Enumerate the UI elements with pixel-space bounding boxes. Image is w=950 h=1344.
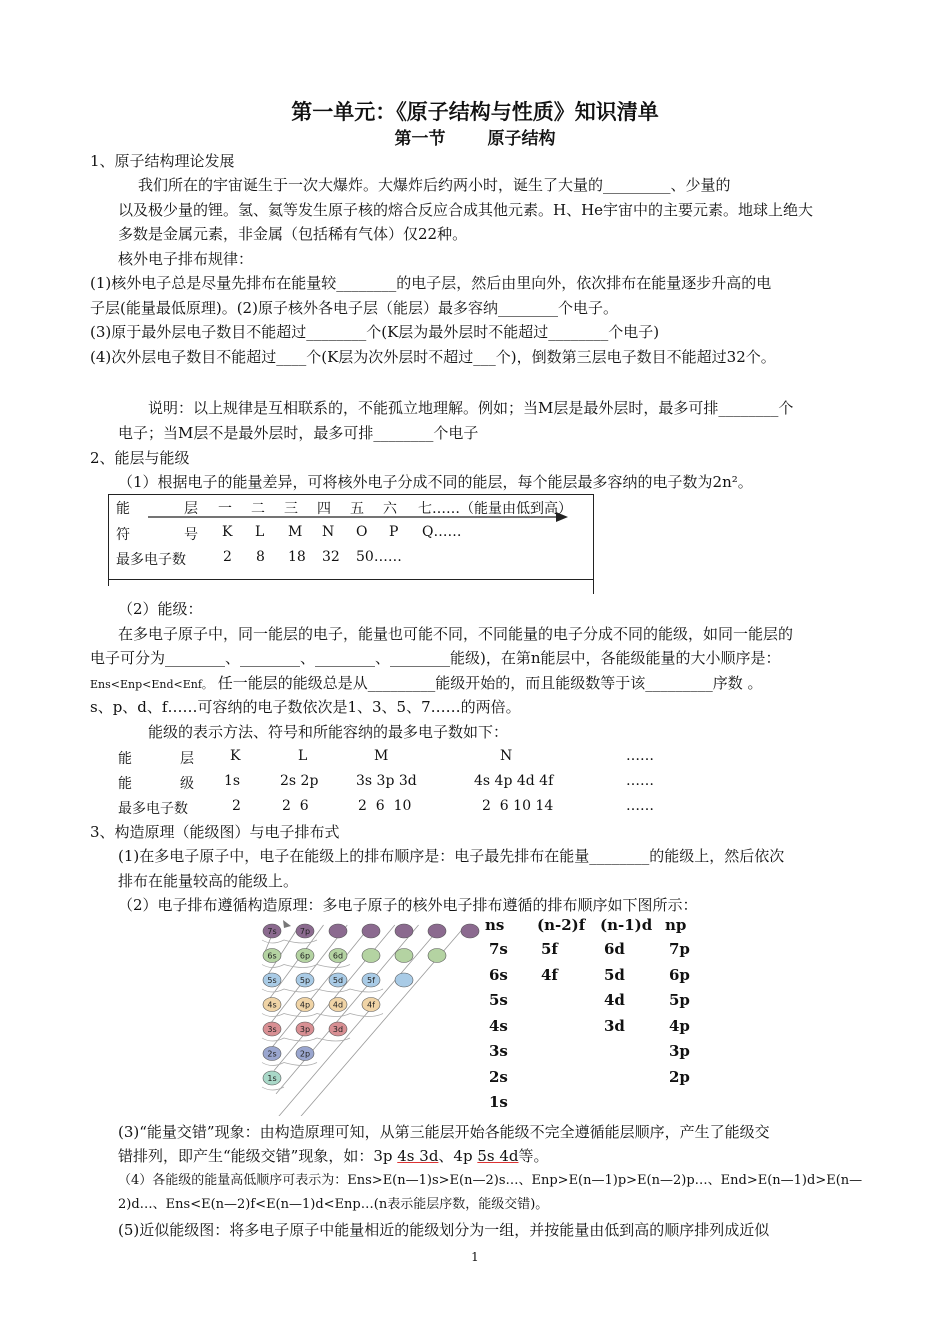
para-2-3b: 电子可分为________、________、________、________能级)，在第n能层中，各能级能量的大小顺序是：	[90, 649, 781, 667]
aufbau-cell: 5p	[669, 991, 690, 1009]
aufbau-cell: 4d	[604, 991, 625, 1009]
t1-r1-c3: 一	[218, 501, 232, 517]
para-1a: 我们所在的宇宙诞生于一次大爆炸。大爆炸后约两小时，诞生了大量的_________、少量的	[138, 176, 731, 194]
orbital-label: 5f	[367, 976, 375, 985]
heading-3: 3、构造原理（能级图）与电子排布式	[90, 823, 340, 841]
t2-r3-c4: 2 6 10	[358, 798, 412, 814]
rule-3: (3)原于最外层电子数目不能超过________个(K层为最外层时不能超过________个电子)	[90, 323, 660, 341]
aufbau-cell: 2p	[669, 1067, 690, 1086]
t2-r3-c3: 2 6	[282, 798, 309, 814]
t2-r3-c1: 最多电子数	[118, 801, 188, 817]
t2-r1-c4: L	[298, 748, 308, 764]
rule-1a: (1)核外电子总是尽量先排布在能量较________的电子层，然后由里向外，依次排布在能量逐步升高的电	[90, 274, 772, 292]
orbital-label: 5p	[299, 976, 311, 985]
orbital-label: 1s	[267, 1074, 277, 1083]
heading-1: 1、原子结构理论发展	[90, 152, 235, 170]
orbital-label: 7p	[299, 927, 311, 936]
para-1c: 多数是金属元素，非金属（包括稀有气体）仅22种。	[118, 225, 468, 243]
orbital-label: 4d	[332, 1000, 344, 1010]
sublevel-table	[118, 748, 678, 824]
page-title: 第一单元：《原子结构与性质》知识清单	[291, 100, 659, 124]
aufbau-cell: 3d	[604, 1016, 625, 1035]
orbital-label: 6d	[332, 951, 344, 961]
orbital-label: 4f	[367, 1000, 375, 1010]
aufbau-header: (n-1)d	[600, 916, 653, 934]
t1-r1-c7: 五	[350, 501, 364, 517]
energy-level-table	[108, 494, 594, 594]
t2-r2-c6: 4s 4p 4d 4f	[474, 773, 554, 789]
t2-r1-c5: M	[374, 748, 389, 764]
diagonal-arrow-line	[272, 925, 371, 1047]
page-number: 1	[471, 1250, 479, 1264]
orbital-circle	[329, 924, 347, 938]
t1-r2-c7: O	[356, 524, 368, 540]
aufbau-cell: 5f	[541, 940, 558, 958]
orbital-label: 5d	[332, 976, 344, 985]
orbital-circle	[395, 924, 413, 938]
aufbau-cell: 7s	[489, 940, 508, 958]
t1-r2-c5: M	[288, 524, 303, 540]
para-3-2: （2）电子排布遵循构造原理：多电子原子的核外电子排布遵循的排布顺序如下图所示：	[118, 896, 698, 914]
orbital-label: 2p	[299, 1049, 311, 1059]
para-2-3d: s、p、d、f……可容纳的电子数依次是1、3、5、7……的两倍。	[90, 698, 521, 716]
orbital-label: 6s	[267, 951, 277, 961]
arrow-head-icon	[283, 920, 291, 928]
wave-underline	[262, 1038, 350, 1041]
aufbau-cell: 6d	[604, 940, 625, 958]
aufbau-cell: 2s	[489, 1067, 508, 1086]
t2-r3-c2: 2	[232, 798, 241, 814]
orbital-circle	[428, 924, 446, 938]
orbital-circle	[362, 924, 380, 938]
crossing-mid: 、4p	[438, 1147, 478, 1165]
orbital-circle	[395, 949, 413, 963]
para-2-2: （2）能级：	[118, 600, 203, 618]
crossing-post: 等。	[518, 1147, 549, 1165]
aufbau-cell: 4s	[489, 1016, 508, 1035]
para-2-1: （1）根据电子的能量差异，可将核外电子分成不同的能层，每个能层最多容纳的电子数为2n²。	[118, 473, 753, 491]
aufbau-cell: 3s	[489, 1042, 508, 1060]
t1-r3-c5: 32	[322, 549, 340, 565]
t1-r3-c3: 8	[256, 549, 265, 565]
t2-r1-c3: K	[230, 748, 241, 764]
t1-r3-c6: 50……	[356, 549, 402, 565]
rules-heading: 核外电子排布规律：	[118, 250, 254, 268]
t2-r1-c7: ……	[626, 748, 654, 764]
orbital-label: 5s	[267, 976, 277, 985]
aufbau-cell: 4f	[541, 965, 558, 984]
energy-order-expr: Ens<Enp<End<Enf。	[90, 678, 213, 691]
wave-underline	[262, 1063, 317, 1066]
t2-r2-c3: 1s	[224, 773, 241, 789]
t2-r2-c1: 能	[118, 776, 132, 792]
aufbau-cell: 3p	[669, 1042, 690, 1060]
orbital-label: 3d	[332, 1025, 344, 1034]
orbital-label: 6p	[299, 951, 311, 961]
rule-4: (4)次外层电子数目不能超过____个(K层为次外层时不超过___个)，倒数第三层电子数目不能超过32个。	[90, 348, 776, 366]
aufbau-cell: 1s	[489, 1093, 508, 1111]
t1-r2-c1: 符	[116, 527, 130, 543]
t2-r1-c2: 层	[180, 751, 194, 767]
rule-1b: 子层(能量最低原理)。(2)原子核外各电子层（能层）最多容纳________个电子。	[90, 299, 618, 317]
aufbau-diagram	[255, 920, 485, 1116]
section-name: 原子结构	[487, 129, 556, 149]
t1-r3-c2: 2	[223, 549, 232, 565]
orbital-label: 3p	[299, 1025, 311, 1034]
wave-underline	[262, 989, 383, 992]
aufbau-header: np	[665, 916, 687, 934]
section-title	[0, 124, 950, 149]
t1-r1-c6: 四	[317, 501, 331, 517]
aufbau-table	[485, 916, 705, 1116]
t1-r1-c9: 七……（能量由低到高）	[418, 501, 572, 517]
diagonal-arrow-line	[276, 925, 419, 1094]
para-3-3a: (3)“能量交错”现象：由构造原理可知，从第三能层开始各能级不完全遵循能层顺序，产生了能级交	[118, 1123, 770, 1141]
aufbau-cell: 7p	[669, 940, 690, 958]
t2-r3-c6: ……	[626, 798, 654, 814]
aufbau-cell: 4p	[669, 1016, 690, 1035]
t2-r2-c4: 2s 2p	[280, 773, 319, 789]
energy-order-rest: 任一能层的能级总是从_________能级开始的，而且能级数等于该_________序数 。	[217, 674, 763, 692]
aufbau-header: (n-2)f	[537, 916, 586, 934]
t1-r1-c8: 六	[383, 501, 397, 517]
crossing-example-1: 4s 3d	[397, 1147, 439, 1165]
para-3-1a: (1)在多电子原子中，电子在能级上的排布顺序是：电子最先排布在能量________的能级上，然后依次	[118, 847, 785, 865]
aufbau-header: ns	[485, 916, 505, 934]
t2-r2-c2: 级	[180, 776, 194, 792]
para-2-3a: 在多电子原子中，同一能层的电子，能量也可能不同，不同能量的电子分成不同的能级，如同一能层的	[118, 625, 794, 643]
t2-r1-c1: 能	[118, 751, 132, 767]
orbital-label: 4p	[299, 1000, 311, 1010]
t1-r2-c9: Q……	[422, 524, 462, 540]
orbital-circle	[428, 949, 446, 963]
aufbau-cell: 6s	[489, 965, 508, 984]
t2-r1-c6: N	[500, 748, 513, 764]
para-3-4b: 2)d…、Ens<E(n—2)f<E(n—1)d<Enp…(n表示能层序数，能级交错)。	[118, 1197, 549, 1212]
orbital-label: 4s	[267, 1000, 277, 1010]
aufbau-cell: 6p	[669, 965, 690, 984]
para-2-3c	[90, 672, 762, 696]
aufbau-cell: 5d	[604, 965, 625, 984]
note-a: 说明：以上规律是互相联系的，不能孤立地理解。例如；当M层是最外层时，最多可排________个	[148, 399, 794, 417]
t1-r2-c2: 号	[184, 527, 198, 543]
section-number: 第一节	[394, 129, 446, 149]
t1-r2-c6: N	[322, 524, 335, 540]
para-2-4: 能级的表示方法、符号和所能容纳的最多电子数如下：	[148, 723, 509, 741]
orbital-label: 2s	[267, 1049, 277, 1059]
para-1b: 以及极少量的锂。氢、氦等发生原子核的熔合反应合成其他元素。H、He宇宙中的主要元素。地球上绝大	[118, 201, 814, 219]
t1-r1-c4: 二	[251, 501, 265, 517]
crossing-pre: 错排列，即产生“能级交错”现象，如：3p	[118, 1147, 398, 1165]
aufbau-cell: 5s	[489, 991, 508, 1009]
t1-r3-c4: 18	[288, 549, 306, 565]
t1-r3-c1: 最多电子数	[116, 552, 186, 568]
para-3-5: (5)近似能级图：将多电子原子中能量相近的能级划分为一组，并按能量由低到高的顺序排列成近似	[118, 1221, 770, 1239]
orbital-circle	[395, 973, 413, 987]
t1-r1-c2: 层	[184, 501, 198, 517]
orbital-label: 3s	[267, 1025, 277, 1034]
para-3-1b: 排布在能量较高的能级上。	[118, 872, 299, 890]
para-3-3b	[118, 1145, 549, 1167]
note-b: 电子；当M层不是最外层时，最多可排________个电子	[118, 424, 479, 442]
orbital-circle	[461, 924, 479, 938]
wave-underline	[262, 1087, 284, 1090]
t2-r2-c5: 3s 3p 3d	[356, 773, 417, 789]
t1-r2-c8: P	[389, 524, 399, 540]
t1-r1-c1: 能	[116, 501, 130, 517]
orbital-label: 7s	[267, 927, 277, 936]
crossing-example-2: 5s 4d	[477, 1147, 519, 1165]
para-3-4a: （4）各能级的能量高低顺序可表示为：Ens>E(n—1)s>E(n—2)s…、Enp>E(n—1)p>E(n—2)p…、End>E(n—1)d>E(n—	[118, 1173, 863, 1188]
t2-r2-c7: ……	[626, 773, 654, 789]
orbital-circle	[362, 949, 380, 963]
t1-r2-c3: K	[222, 524, 233, 540]
heading-2: 2、能层与能级	[90, 449, 190, 467]
t2-r3-c5: 2 6 10 14	[482, 798, 554, 814]
t1-r2-c4: L	[255, 524, 265, 540]
t1-r1-c5: 三	[284, 501, 298, 517]
